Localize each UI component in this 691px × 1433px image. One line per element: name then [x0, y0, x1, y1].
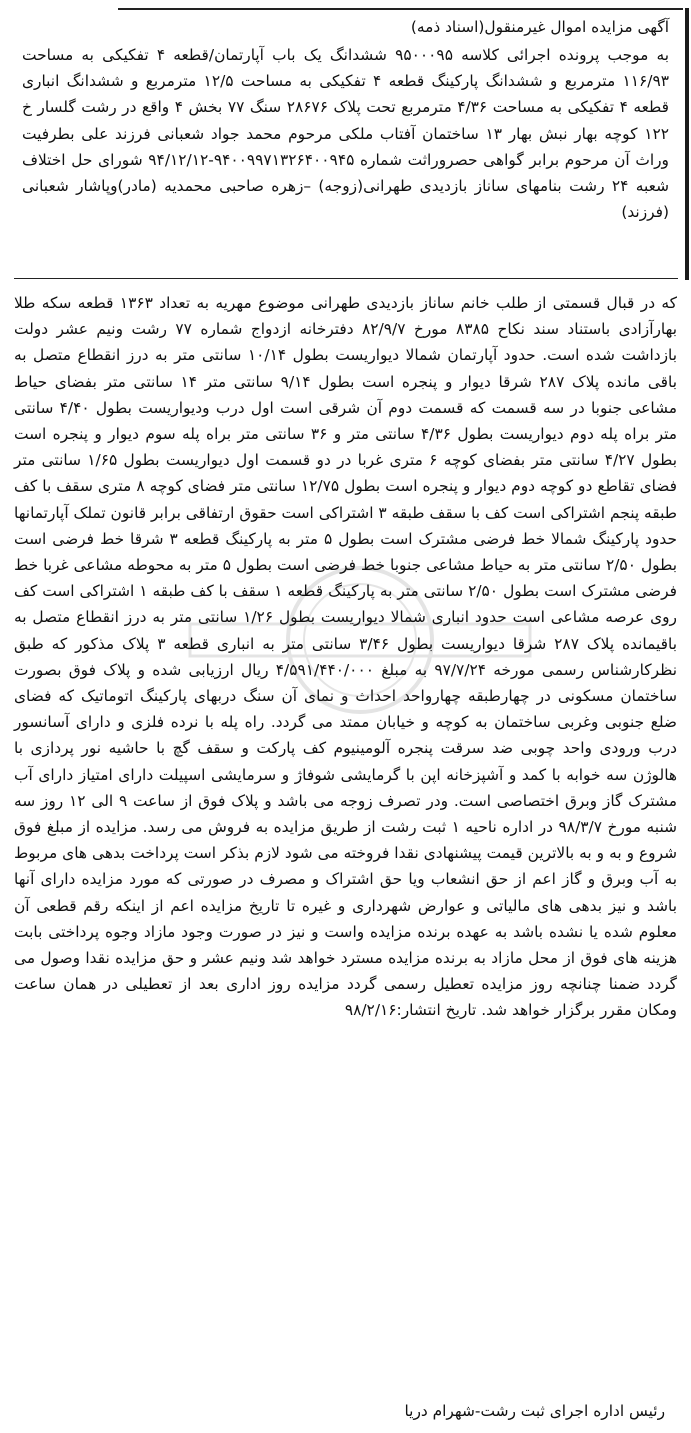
notice-paragraph-2: که در قبال قسمتی از طلب خانم ساناز بازدیدی طهرانی موضوع مهریه به تعداد ۱۳۶۳ قطعه سکه طلا بهارآزادی باستناد سند نکاح ۸۳۸۵ مورخ ۸۲/۹/۷ دفترخانه ازدواج شماره ۷۷ رشت ونیم عشر دولت بازداشت شده است. حدود آپارتمان شمالا دیواریست بطول ۱۰/۱۴ سانتی متر به درز انقطاع متصل به باقی مانده پلاک ۲۸۷ شرقا دیوار و پنجره است بطول ۹/۱۴ سانتی متر ۱۴ سانتی متر بفضای حیاط مشاعی جنوبا در سه قسمت که قسمت دوم آن شرقی است اول درب ودیواریست بطول ۴/۴۰ سانتی متر براه پله دوم دیواریست بطول ۴/۳۶ سانتی متر و ۳۶ سانتی متر براه پله سوم دیوار و پنجره است بطول ۴/۲۷ سانتی متر بفضای کوچه ۶ متری غربا در دو قسمت اول دیواریست بطول ۱/۶۵ سانتی متر فضای تقاطع دو کوچه دوم دیوار و پنجره است بطول ۱۲/۷۵ سانتی متر فضای کوچه ۸ متری سقف با کف طبقه پنجم اشتراکی است کف با سقف طبقه ۳ اشتراکی است حقوق ارتفاقی برابر قانون تملک آپارتمانها حدود پارکینگ شمالا خط فرضی مشترک است بطول ۵ متر به پارکینگ قطعه ۳ شرقا خط فرضی است بطول ۲/۵۰ سانتی متر به حیاط مشاعی جنوبا خط فرضی است بطول ۵ متر به محوطه مشاعی غربا خط فرضی مشترک است بطول ۲/۵۰ سانتی متر به پارکینگ قطعه ۱ سقف با کف طبقه ۱ اشتراکی است کف روی عرصه مشاعی است حدود انباری شمالا دیواریست بطول ۱/۲۶ سانتی متر به درز انقطاع متصل به باقیمانده پلاک ۲۸۷ شرقا دیواریست بطول ۳/۴۶ سانتی متر به انباری قطعه ۳ پلاک مذکور که طبق نظرکارشناس رسمی مورخه ۹۷/۷/۲۴ به مبلغ ۴/۵۹۱/۴۴۰/۰۰۰ ریال ارزیابی شده و پلاک فوق بصورت ساختمان مسکونی در چهارطبقه چهارواحد احداث و نمای آن سنگ دربهای پارکینگ اتوماتیک که فضای ضلع جنوبی وغربی ساختمان به کوچه و خیابان ممتد می گردد. راه پله با نرده فلزی و دارای آسانسور درب ورودی واحد چوبی ضد سرقت پنجره آلومینیوم کف پارکت و سقف گچ با حاشیه نور پردازی با هالوژن سه خوابه با کمد و آشپزخانه اپن با گرمایشی شوفاژ و سرمایشی اسپیلت دارای امتیاز دارای آب مشترک گاز وبرق اختصاصی است. ودر تصرف زوجه می باشد و پلاک فوق از ساعت ۹ الی ۱۲ روز سه شنبه مورخ ۹۸/۳/۷ در اداره ناحیه ۱ ثبت رشت از طریق مزایده به فروش می رسد. مزایده از مبلغ فوق شروع و به و به بالاترین قیمت پیشنهادی نقدا فروخته می شود لازم بذکر است پرداخت بدهی های مربوط به آب وبرق و گاز اعم از حق انشعاب ویا حق اشتراک و مصرف در صورتی که مورد مزایده دارای آنها باشد و نیز بدهی های مالیاتی و عوارض شهرداری و غیره تا تاریخ مزایده اعم از اینکه رقم قطعی آن معلوم شده یا نشده باشد به عهده برنده مزایده واست و نیز در صورت وجود مازاد وجوه پرداختی بابت هزینه های فوق از محل مازاد به برنده مزایده مسترد خواهد شد ونیم عشر و حق مزایده نقدا وصول می گردد ضمنا چنانچه روز مزایده تعطیل رسمی گردد مزایده روز اداری بعد از تعطیلی در همان ساعت ومکان مقرر برگزار خواهد شد. تاریخ انتشار:۹۸/۲/۱۶ [14, 294, 678, 1020]
notice-title: آگهی مزایده اموال غیرمنقول(اسناد ذمه) [410, 18, 669, 36]
section-divider [14, 278, 678, 279]
side-bar [685, 8, 689, 280]
notice-paragraph-1: به موجب پرونده اجرائی کلاسه ۹۵۰۰۰۹۵ ششدانگ یک باب آپارتمان/قطعه ۴ تفکیکی به مساحت ۱۱۶/۹۳ مترمربع و ششدانگ پارکینگ قطعه ۴ تفکیکی به مساحت ۱۲/۵ مترمربع و ششدانگ انباری قطعه ۴ تفکیکی به مساحت ۴/۳۶ مترمربع تحت پلاک ۲۸۶۷۶ سنگ ۷۷ بخش ۴ واقع در رشت گلسار خ ۱۲۲ کوچه بهار نبش بهار ۱۳ ساختمان آفتاب ملکی مرحوم محمد جواد شعبانی فرزند علی بطرفیت وراث آن مرحوم برابر گواهی حصروراثت شماره ۹۴۰۰۹۹۷۱۳۲۶۴۰۰۹۴۵-۹۴/۱۲/۱۲ شورای حل اختلاف شعبه ۲۴ رشت بنامهای ساناز بازدیدی طهرانی(زوجه) –زهره صاحبی محمدیه (مادر)وپاشار شعبانی (فرزند) [22, 46, 670, 222]
top-divider [118, 8, 683, 10]
notice-signature: رئیس اداره اجرای ثبت رشت-شهرام دریا [404, 1402, 665, 1420]
